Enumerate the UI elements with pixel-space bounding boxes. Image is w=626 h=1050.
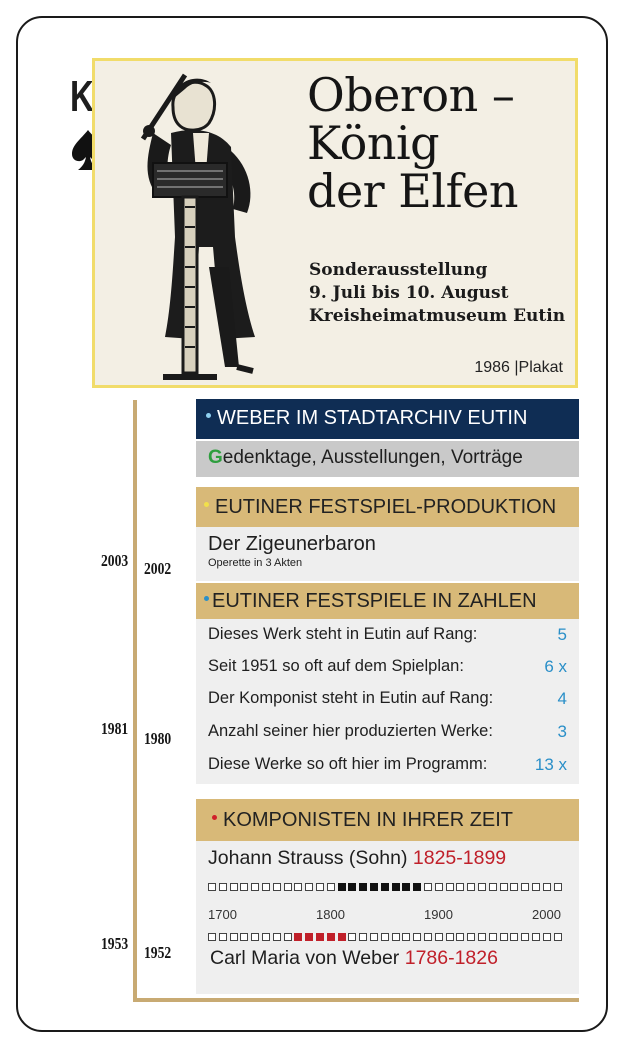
archiv-title: WEBER IM STADTARCHIV EUTIN <box>217 407 528 429</box>
axis-tick-label: 2000 <box>532 907 561 922</box>
poster-title: Oberon – König der Elfen <box>307 68 518 218</box>
axis-tick-label: 1700 <box>208 907 237 922</box>
axis-tick-label: 1800 <box>316 907 345 922</box>
decade-square <box>510 933 518 941</box>
decade-square <box>251 883 259 891</box>
composer2-name: Carl Maria von Weber <box>210 947 400 969</box>
decade-square <box>262 883 270 891</box>
year-right-1952: 1952 <box>144 943 172 962</box>
conductor-woodcut-illustration <box>113 67 303 387</box>
bullet-dot <box>204 502 209 507</box>
decade-square <box>500 883 508 891</box>
poster-subtitle: Sonderausstellung 9. Juli bis 10. August Kreisheimatmuseum Eutin <box>309 260 566 326</box>
composer2-years: 1786-1826 <box>404 947 498 969</box>
decade-square <box>338 933 346 941</box>
decade-square <box>392 883 400 891</box>
decade-square <box>316 883 324 891</box>
decade-square <box>230 883 238 891</box>
decade-square <box>262 933 270 941</box>
decade-square <box>510 883 518 891</box>
decade-square <box>489 933 497 941</box>
decade-square <box>424 933 432 941</box>
decade-square <box>381 933 389 941</box>
decade-square <box>219 883 227 891</box>
decade-square <box>305 933 313 941</box>
decade-square <box>327 883 335 891</box>
decade-square <box>294 883 302 891</box>
decade-square <box>273 933 281 941</box>
year-left-2003: 2003 <box>101 551 129 570</box>
axis-tick-label: 1900 <box>424 907 453 922</box>
decade-square <box>338 883 346 891</box>
year-left-1981: 1981 <box>101 719 129 738</box>
decade-square <box>251 933 259 941</box>
zahlen-row-label: Der Komponist steht in Eutin auf Rang: <box>208 689 494 707</box>
decade-square <box>219 933 227 941</box>
decade-square <box>478 933 486 941</box>
decade-square <box>413 933 421 941</box>
composer2 <box>210 947 498 970</box>
decade-square <box>240 883 248 891</box>
composer1-years: 1825-1899 <box>412 847 507 869</box>
composer1 <box>208 847 506 870</box>
decade-square <box>446 883 454 891</box>
zahlen-row-label: Seit 1951 so oft auf dem Spielplan: <box>208 657 464 675</box>
decade-square <box>359 933 367 941</box>
decade-square <box>305 883 313 891</box>
zahlen-row-value: 5 <box>557 625 567 644</box>
decade-square <box>543 883 551 891</box>
decade-square <box>467 883 475 891</box>
zahlen-row-value: 6 x <box>544 657 567 676</box>
timeline-base-line <box>133 998 579 1002</box>
year-right-2002: 2002 <box>144 559 172 578</box>
decade-square <box>402 933 410 941</box>
decade-square <box>478 883 486 891</box>
zahlen-row-value: 4 <box>557 689 567 708</box>
archiv-header <box>196 399 579 439</box>
zahlen-row-value: 3 <box>557 722 567 741</box>
decade-square <box>240 933 248 941</box>
decade-square <box>489 883 497 891</box>
produktion-title: EUTINER FESTSPIEL-PRODUKTION <box>215 496 557 518</box>
decade-square <box>359 883 367 891</box>
komponisten-title: KOMPONISTEN IN IHRER ZEIT <box>223 809 514 831</box>
bullet-dot <box>204 596 209 601</box>
zahlen-row-label: Diese Werke so oft hier im Programm: <box>208 755 488 773</box>
decade-square <box>413 883 421 891</box>
decade-square <box>435 883 443 891</box>
decade-square <box>402 883 410 891</box>
decade-square <box>521 933 529 941</box>
work-title: Der Zigeunerbaron <box>208 533 376 555</box>
decade-square <box>284 883 292 891</box>
decade-square <box>392 933 400 941</box>
decade-square <box>208 933 216 941</box>
decade-square <box>294 933 302 941</box>
decade-square <box>284 933 292 941</box>
decade-square <box>543 933 551 941</box>
zahlen-list <box>196 619 579 784</box>
work-detail: Operette in 3 Akten <box>208 557 303 569</box>
decade-square <box>273 883 281 891</box>
decade-square <box>208 883 216 891</box>
decade-square <box>424 883 432 891</box>
decade-square <box>456 883 464 891</box>
decade-square <box>370 883 378 891</box>
poster-caption: 1986 |Plakat <box>474 359 563 376</box>
decade-square <box>348 933 356 941</box>
archiv-initial: G <box>208 447 223 468</box>
bullet-dot <box>212 815 217 820</box>
zahlen-row-label: Anzahl seiner hier produzierten Werke: <box>208 722 493 740</box>
decade-square <box>316 933 324 941</box>
decade-square <box>456 933 464 941</box>
komponisten-block <box>196 841 579 994</box>
century-axis <box>208 907 568 923</box>
decade-square <box>500 933 508 941</box>
decade-square <box>230 933 238 941</box>
zahlen-title: EUTINER FESTSPIELE IN ZAHLEN <box>212 590 537 612</box>
decade-square <box>370 933 378 941</box>
timeline-line <box>133 400 137 1000</box>
card-rank: K <box>70 72 93 121</box>
zahlen-row-value: 13 x <box>534 755 567 774</box>
decade-square <box>521 883 529 891</box>
produktion-header <box>196 487 579 527</box>
zahlen-row-label: Dieses Werk steht in Eutin auf Rang: <box>208 625 478 643</box>
decade-square <box>348 883 356 891</box>
decade-square <box>327 933 335 941</box>
decade-square <box>381 883 389 891</box>
year-left-1953: 1953 <box>101 934 129 953</box>
oberon-poster <box>92 58 578 388</box>
decade-square <box>532 933 540 941</box>
produktion-block <box>196 527 579 581</box>
archiv-text-bar <box>196 441 579 477</box>
komponisten-header <box>196 799 579 841</box>
decade-square <box>435 933 443 941</box>
bullet-dot <box>206 413 211 418</box>
decade-square <box>532 883 540 891</box>
decade-square <box>446 933 454 941</box>
composer1-name: Johann Strauss (Sohn) <box>208 847 408 869</box>
archiv-text: edenktage, Ausstellungen, Vorträge <box>222 447 523 468</box>
decade-square <box>554 883 562 891</box>
decade-square <box>467 933 475 941</box>
decade-square <box>554 933 562 941</box>
zahlen-header <box>196 583 579 619</box>
year-right-1980: 1980 <box>144 729 172 748</box>
